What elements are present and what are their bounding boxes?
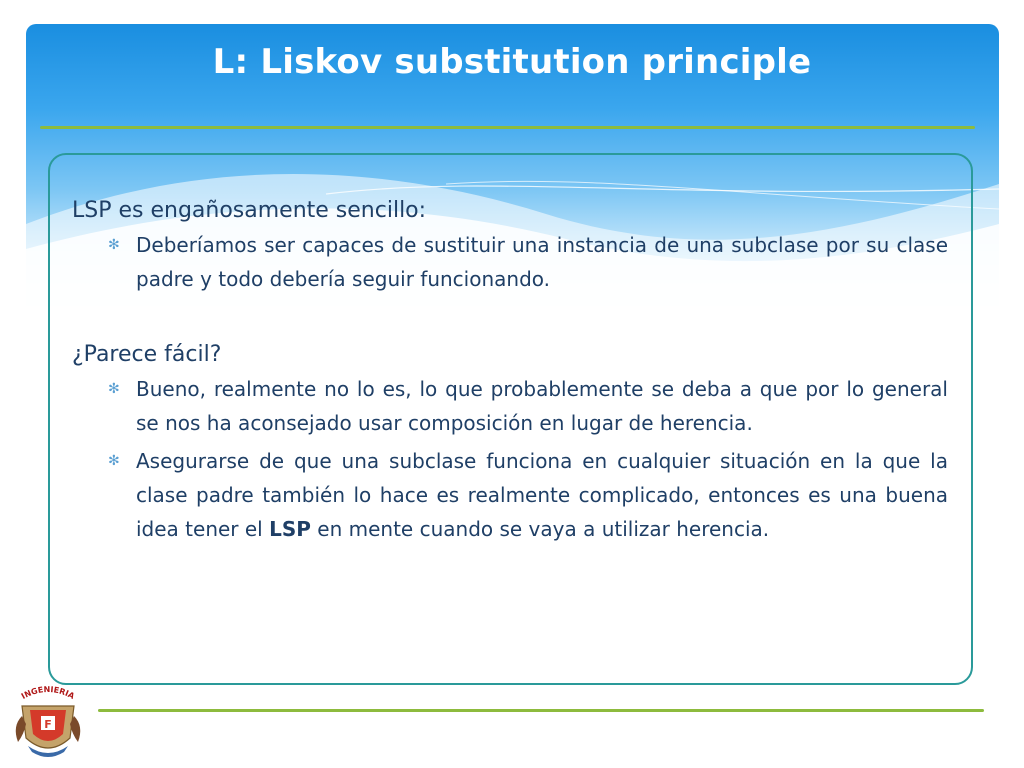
section-heading: ¿Parece fácil?: [72, 342, 222, 367]
bullet-text-after: en mente cuando se vaya a utilizar herencia.: [310, 517, 770, 541]
bullet-text-before: Asegurarse de que una subclase funciona en cualquier situación en la que la clase padre también lo hace es realmente complicado, entonces es una buena idea tener el: [136, 449, 948, 541]
bullet-item: [72, 228, 948, 296]
logo-text: INGENIERIA: [19, 684, 77, 701]
bullet-star-icon: ✻: [108, 453, 120, 469]
slide-body: [72, 194, 948, 546]
bullet-item: [72, 372, 948, 440]
section-heading: LSP es engañosamente sencillo:: [72, 198, 427, 223]
footer-divider: [98, 709, 984, 712]
svg-text:INGENIERIA: [20, 685, 77, 701]
bullet-text-emphasis: LSP: [269, 517, 311, 541]
bullet-item: [72, 444, 948, 546]
bullet-text: Deberíamos ser capaces de sustituir una instancia de una subclase por su clase padre y todo debería seguir funcionando.: [136, 233, 948, 291]
bullet-text: Bueno, realmente no lo es, lo que probablemente se deba a que por lo general se nos ha aconsejado usar composición en lugar de herencia.: [136, 377, 948, 435]
title-divider: [40, 126, 975, 129]
logo-letter: F: [44, 718, 52, 731]
unam-engineering-crest-icon: [8, 676, 88, 764]
slide-title: L: Liskov substitution principle: [212, 42, 812, 82]
bullet-star-icon: ✻: [108, 381, 120, 397]
bullet-star-icon: ✻: [108, 237, 120, 253]
